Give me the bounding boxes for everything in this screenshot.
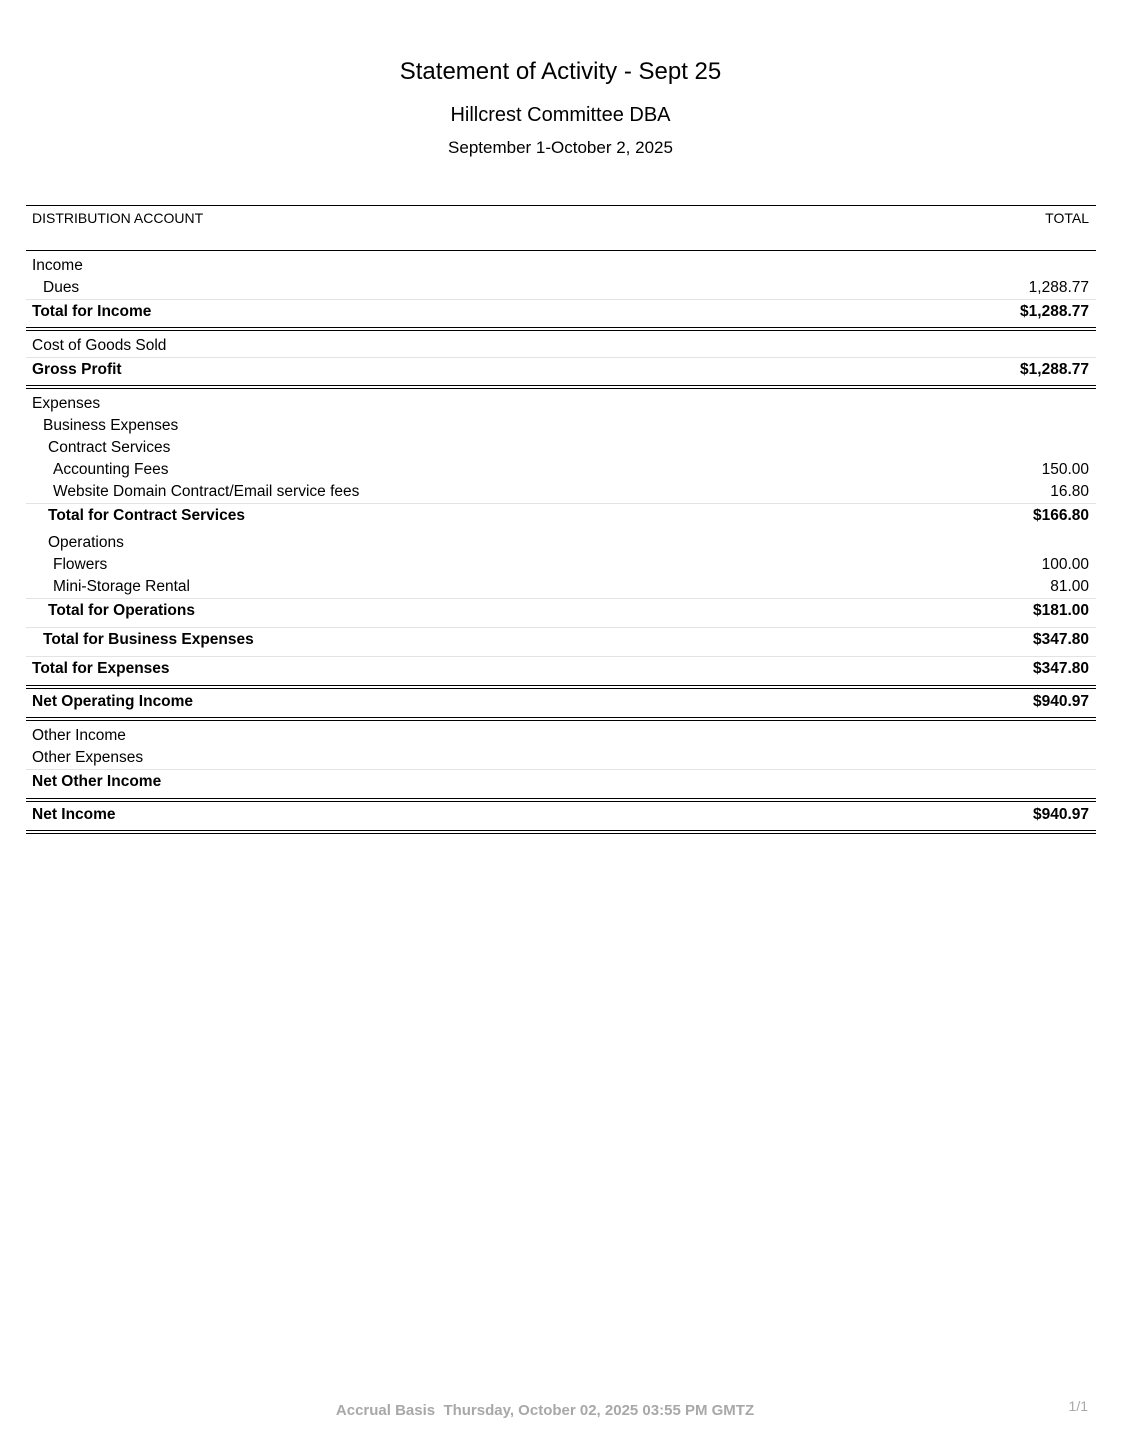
- row-expenses: [26, 393, 1096, 415]
- column-header-total: TOTAL: [1045, 210, 1089, 226]
- row-operations: [26, 532, 1096, 554]
- row-total-income: [26, 299, 1096, 331]
- row-label: Accounting Fees: [53, 461, 169, 478]
- row-label: Mini-Storage Rental: [53, 578, 190, 595]
- row-amount: $1,288.77: [1020, 303, 1089, 320]
- row-amount: $181.00: [1032, 602, 1089, 619]
- row-label: Cost of Goods Sold: [32, 337, 167, 354]
- row-total-contract-services: [26, 503, 1096, 528]
- row-label: Total for Contract Services: [48, 507, 245, 524]
- row-label: Contract Services: [48, 439, 171, 456]
- table-header: [26, 205, 1096, 251]
- row-label: Income: [32, 257, 83, 274]
- row-label: Operations: [48, 534, 124, 551]
- row-amount: $166.80: [1032, 507, 1089, 524]
- row-website-domain: [26, 481, 1096, 503]
- row-amount: 16.80: [1050, 483, 1089, 500]
- page-number: 1/1: [1068, 1398, 1088, 1414]
- row-amount: 81.00: [1050, 578, 1089, 595]
- row-amount: 100.00: [1041, 556, 1089, 573]
- row-income: [26, 255, 1096, 277]
- row-other-expenses: [26, 747, 1096, 769]
- row-total-operations: [26, 598, 1096, 623]
- row-gross-profit: [26, 357, 1096, 389]
- company-name: Hillcrest Committee DBA: [450, 104, 671, 126]
- row-amount: $347.80: [1032, 660, 1089, 677]
- row-business-expenses: [26, 415, 1096, 437]
- row-net-income: [26, 798, 1096, 834]
- row-label: Dues: [43, 279, 80, 296]
- row-amount: $940.97: [1032, 806, 1089, 823]
- row-label: Other Income: [32, 727, 126, 744]
- row-label: Total for Expenses: [32, 660, 170, 677]
- row-amount: $1,288.77: [1020, 361, 1089, 378]
- row-label: Business Expenses: [43, 417, 179, 434]
- row-total-business-expenses: [26, 627, 1096, 652]
- row-mini-storage: [26, 576, 1096, 598]
- row-amount: 1,288.77: [1028, 279, 1089, 296]
- row-cost-of-goods-sold: [26, 335, 1096, 357]
- column-header-account: DISTRIBUTION ACCOUNT: [32, 210, 204, 226]
- row-label: Net Operating Income: [32, 693, 194, 710]
- row-label: Gross Profit: [32, 361, 122, 378]
- row-label: Total for Business Expenses: [43, 631, 254, 648]
- row-net-other-income: [26, 769, 1096, 794]
- row-label: Other Expenses: [32, 749, 144, 766]
- row-flowers: [26, 554, 1096, 576]
- row-label: Flowers: [53, 556, 108, 573]
- row-total-expenses: [26, 656, 1096, 681]
- report-footer: Accrual Basis Thursday, October 02, 2025 03:55 PM GMTZ: [335, 1402, 755, 1419]
- report-period: September 1-October 2, 2025: [448, 138, 673, 157]
- row-label: Total for Income: [32, 303, 152, 320]
- row-label: Total for Operations: [48, 602, 195, 619]
- row-label: Expenses: [32, 395, 101, 412]
- row-dues: [26, 277, 1096, 299]
- row-amount: 150.00: [1041, 461, 1089, 478]
- row-label: Website Domain Contract/Email service fees: [53, 483, 360, 500]
- row-net-operating-income: [26, 685, 1096, 721]
- row-amount: $940.97: [1032, 693, 1089, 710]
- row-other-income: [26, 725, 1096, 747]
- row-amount: $347.80: [1032, 631, 1089, 648]
- row-contract-services: [26, 437, 1096, 459]
- report-title: Statement of Activity - Sept 25: [399, 58, 722, 85]
- row-accounting-fees: [26, 459, 1096, 481]
- row-label: Net Income: [32, 806, 116, 823]
- row-label: Net Other Income: [32, 773, 162, 790]
- report-table: [26, 205, 1096, 834]
